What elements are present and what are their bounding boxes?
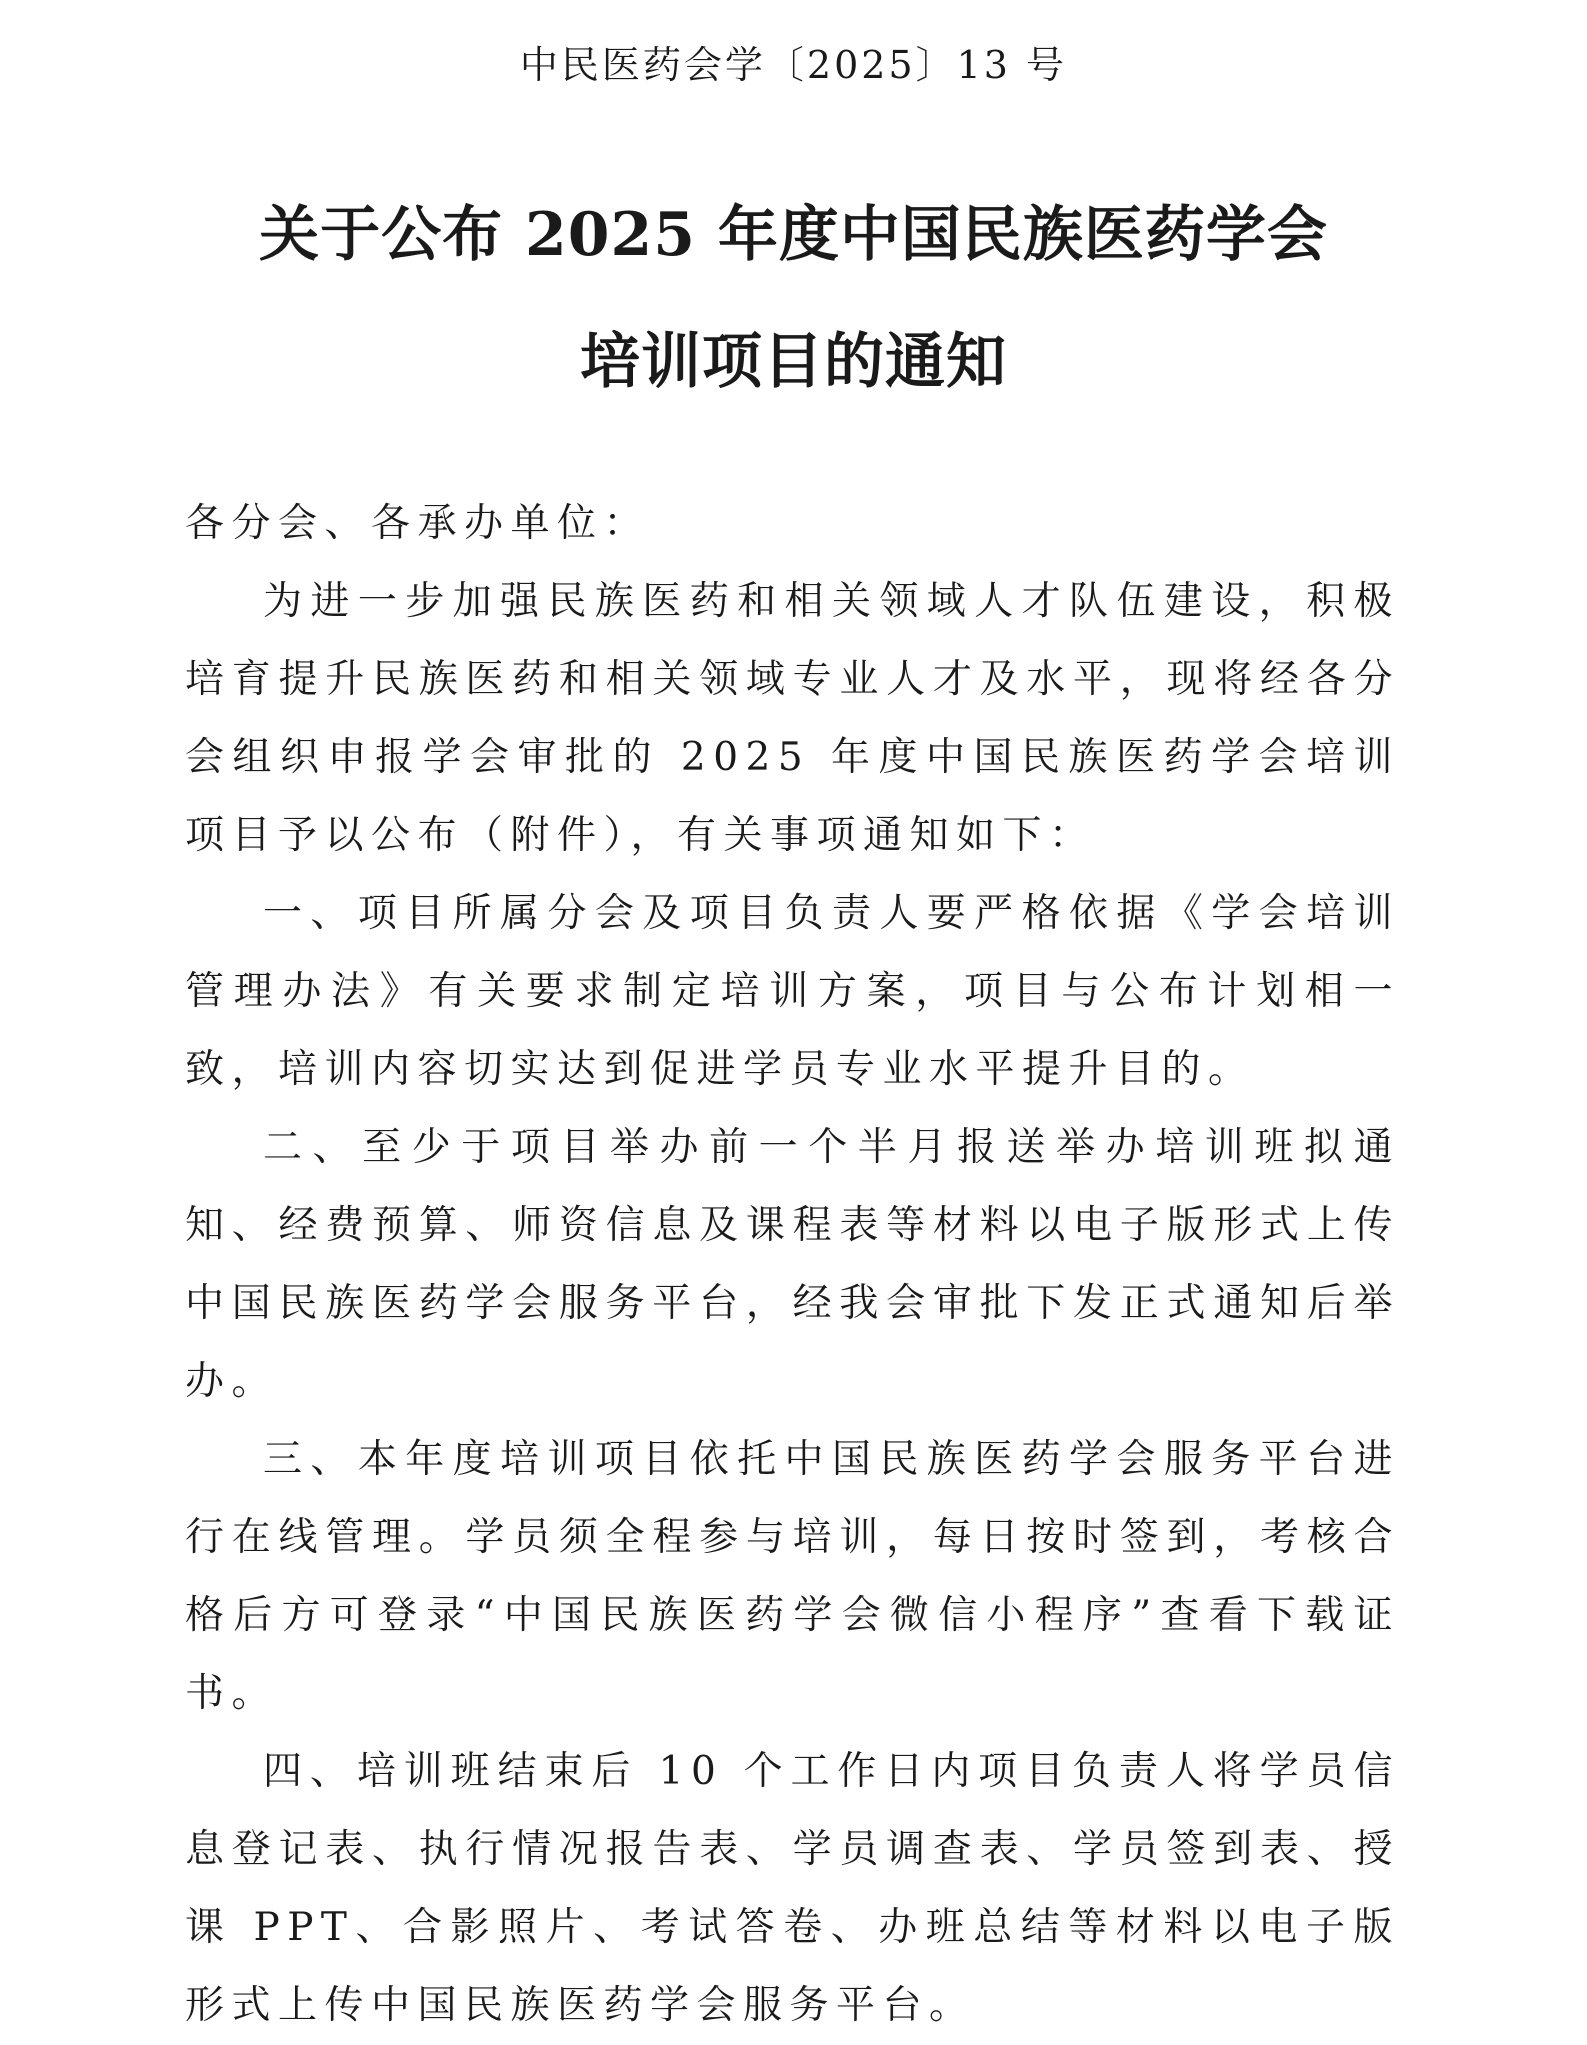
paragraph-item-2: 二、至少于项目举办前一个半月报送举办培训班拟通知、经费预算、师资信息及课程表等材料以电子版形式上传中国民族医药学会服务平台，经我会审批下发正式通知后举办。	[185, 1125, 1400, 1404]
paragraph-item-3: 三、本年度培训项目依托中国民族医药学会服务平台进行在线管理。学员须全程参与培训，每日按时签到，考核合格后方可登录“中国民族医药学会微信小程序”查看下载证书。	[185, 1437, 1400, 1716]
paragraph-intro: 为进一步加强民族医药和相关领域人才队伍建设，积极培育提升民族医药和相关领域专业人才及水平，现将经各分会组织申报学会审批的 2025 年度中国民族医药学会培训项目予以公布（附件），有关事项通知如下：	[185, 579, 1400, 858]
paragraph-item-1: 一、项目所属分会及项目负责人要严格依据《学会培训管理办法》有关要求制定培训方案，项目与公布计划相一致，培训内容切实达到促进学员专业水平提升目的。	[185, 891, 1400, 1092]
document-title-line-2: 培训项目的通知	[580, 327, 1007, 397]
salutation: 各分会、各承办单位：	[185, 501, 651, 546]
document-body	[185, 485, 1400, 2045]
document-title-line-1: 关于公布 2025 年度中国民族医药学会	[259, 200, 1328, 270]
document-number: 中民医药会学〔2025〕13 号	[519, 43, 1068, 87]
paragraph-item-4: 四、培训班结束后 10 个工作日内项目负责人将学员信息登记表、执行情况报告表、学员调查表、学员签到表、授课 PPT、合影照片、考试答卷、办班总结等材料以电子版形式上传中国民族医药学会服务平台。	[185, 1749, 1400, 2028]
